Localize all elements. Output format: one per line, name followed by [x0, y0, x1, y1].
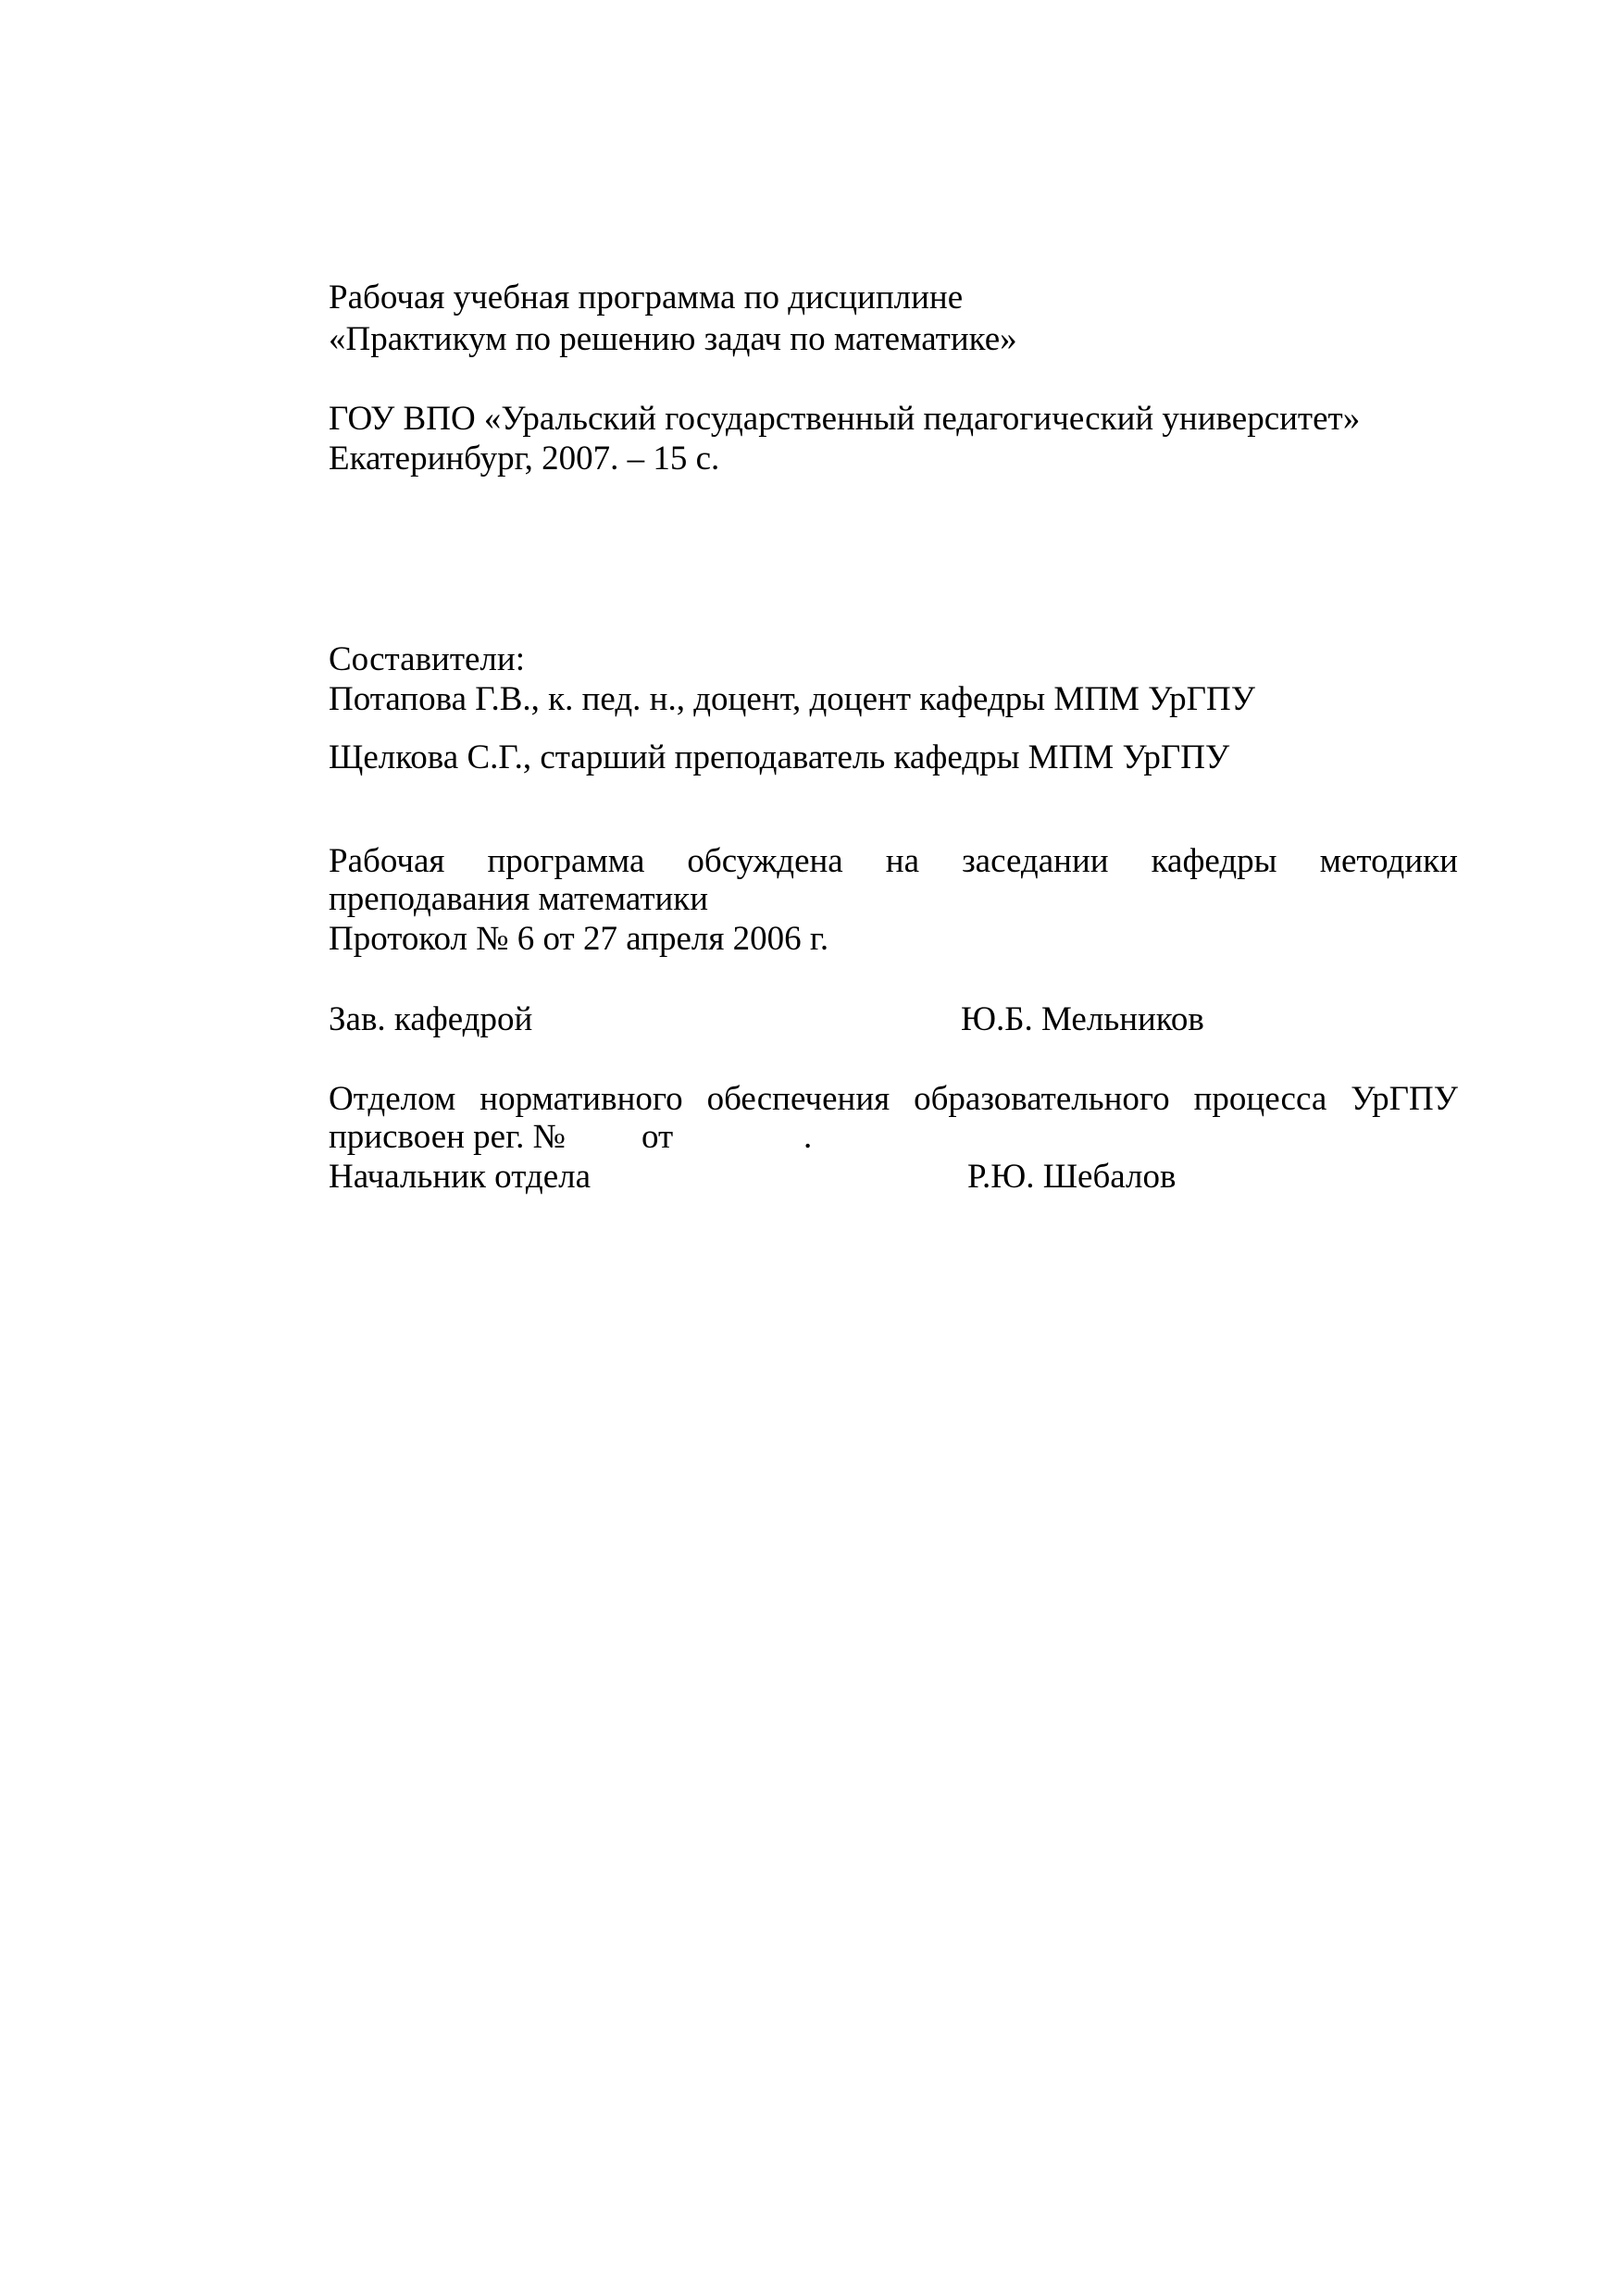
registration-word: нормативного: [479, 1080, 683, 1118]
publisher-line: ГОУ ВПО «Уральский государственный педагогический университет»: [329, 400, 1361, 438]
discussion-line-1: [329, 844, 1458, 878]
author-2: Щелкова С.Г., старший преподаватель кафедры МПМ УрГПУ: [329, 738, 1230, 776]
publication-place-year: Екатеринбург, 2007. – 15 с.: [329, 440, 720, 478]
registration-word: обеспечения: [706, 1080, 890, 1118]
author-1: Потапова Г.В., к. пед. н., доцент, доцент кафедры МПМ УрГПУ: [329, 680, 1255, 718]
discussion-word: обсуждена: [687, 842, 843, 880]
registration-word: образовательного: [914, 1080, 1170, 1118]
registration-word: процесса: [1193, 1080, 1327, 1118]
registration-number-label: присвоен рег. №: [329, 1118, 566, 1156]
discussion-word: заседании: [962, 842, 1109, 880]
head-of-department-title: Зав. кафедрой: [329, 1000, 533, 1038]
discussion-line-2: преподавания математики: [329, 880, 709, 918]
discussion-word: кафедры: [1151, 842, 1277, 880]
program-title-line-1: Рабочая учебная программа по дисциплине: [329, 279, 964, 316]
discussion-word: на: [885, 842, 920, 880]
protocol-line: Протокол № 6 от 27 апреля 2006 г.: [329, 920, 829, 958]
chief-name: Р.Ю. Шебалов: [967, 1158, 1177, 1196]
registration-from-label: от: [641, 1118, 674, 1156]
discussion-word: программа: [487, 842, 645, 880]
registration-line-1: [329, 1082, 1458, 1116]
registration-word: УрГПУ: [1351, 1080, 1458, 1118]
chief-title: Начальник отдела: [329, 1158, 592, 1196]
discussion-word: Рабочая: [329, 842, 445, 880]
authors-heading: Составители:: [329, 640, 525, 678]
discussion-word: методики: [1319, 842, 1458, 880]
registration-date-dot: .: [803, 1118, 813, 1156]
program-title-line-2: «Практикум по решению задач по математике»: [329, 320, 1017, 358]
registration-word: Отделом: [329, 1080, 456, 1118]
head-of-department-name: Ю.Б. Мельников: [961, 1000, 1204, 1038]
